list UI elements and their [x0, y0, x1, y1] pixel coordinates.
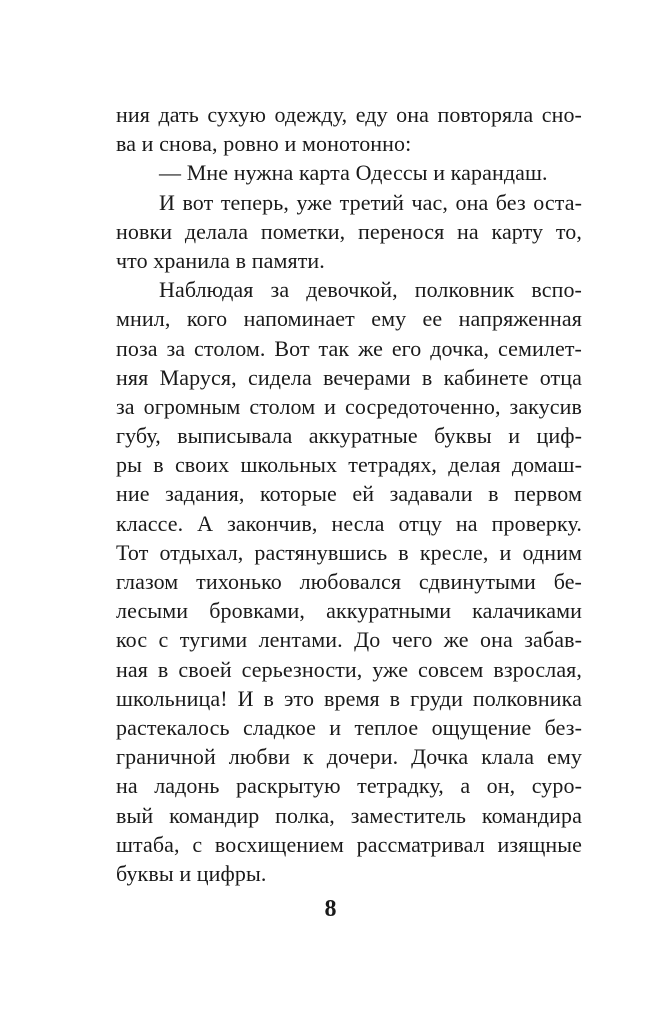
- text-line: за огромным столом и сосредоточенно, закусив: [116, 393, 582, 419]
- text-line: новки делала пометки, перенося на карту то,: [116, 218, 582, 244]
- body-text: [116, 100, 582, 888]
- text-line: лесыми бровками, аккуратными калачиками: [116, 598, 582, 624]
- text-line: ния дать сухую одежду, еду она повторяла сно-: [116, 102, 582, 127]
- text-line: классе. А закончив, несла отцу на проверку.: [116, 510, 582, 536]
- text-line: мнил, кого напоминает ему ее напряженная: [116, 306, 582, 332]
- text-line: ры в своих школьных тетрадях, делая домаш-: [116, 452, 582, 478]
- text-line: губу, выписывала аккуратные буквы и циф-: [116, 423, 582, 449]
- text-line: глазом тихонько любовался сдвинутыми бе-: [116, 569, 582, 594]
- text-line: няя Маруся, сидела вечерами в кабинете отца: [116, 364, 582, 390]
- text-line: вый командир полка, заместитель командира: [116, 802, 582, 828]
- text-line: Наблюдая за девочкой, полковник вспо-: [159, 277, 582, 303]
- text-line: кос с тугими лентами. До чего же она забав-: [116, 627, 582, 653]
- text-line: на ладонь раскрытую тетрадку, а он, суро-: [116, 773, 582, 799]
- text-line: И вот теперь, уже третий час, она без оста-: [159, 189, 582, 215]
- text-line: буквы и цифры.: [116, 860, 267, 886]
- text-line: поза за столом. Вот так же его дочка, семилет-: [116, 335, 582, 361]
- text-line: ние задания, которые ей задавали в первом: [116, 481, 582, 507]
- text-line: растекалось сладкое и теплое ощущение без-: [116, 714, 582, 740]
- text-line: школьница! И в это время в груди полковника: [116, 685, 582, 711]
- text-line: Тот отдыхал, растянувшись в кресле, и одним: [116, 539, 582, 565]
- text-line: — Мне нужна карта Одессы и карандаш.: [159, 160, 548, 186]
- text-line: ва и снова, ровно и монотонно:: [116, 131, 412, 157]
- text-line: ная в своей серьезности, уже совсем взрослая,: [116, 656, 582, 682]
- page-number: 8: [324, 896, 337, 922]
- text-line: штаба, с восхищением рассматривал изящные: [116, 831, 582, 857]
- text-line: граничной любви к дочери. Дочка клала ему: [116, 744, 582, 770]
- text-line: что хранила в памяти.: [116, 247, 325, 273]
